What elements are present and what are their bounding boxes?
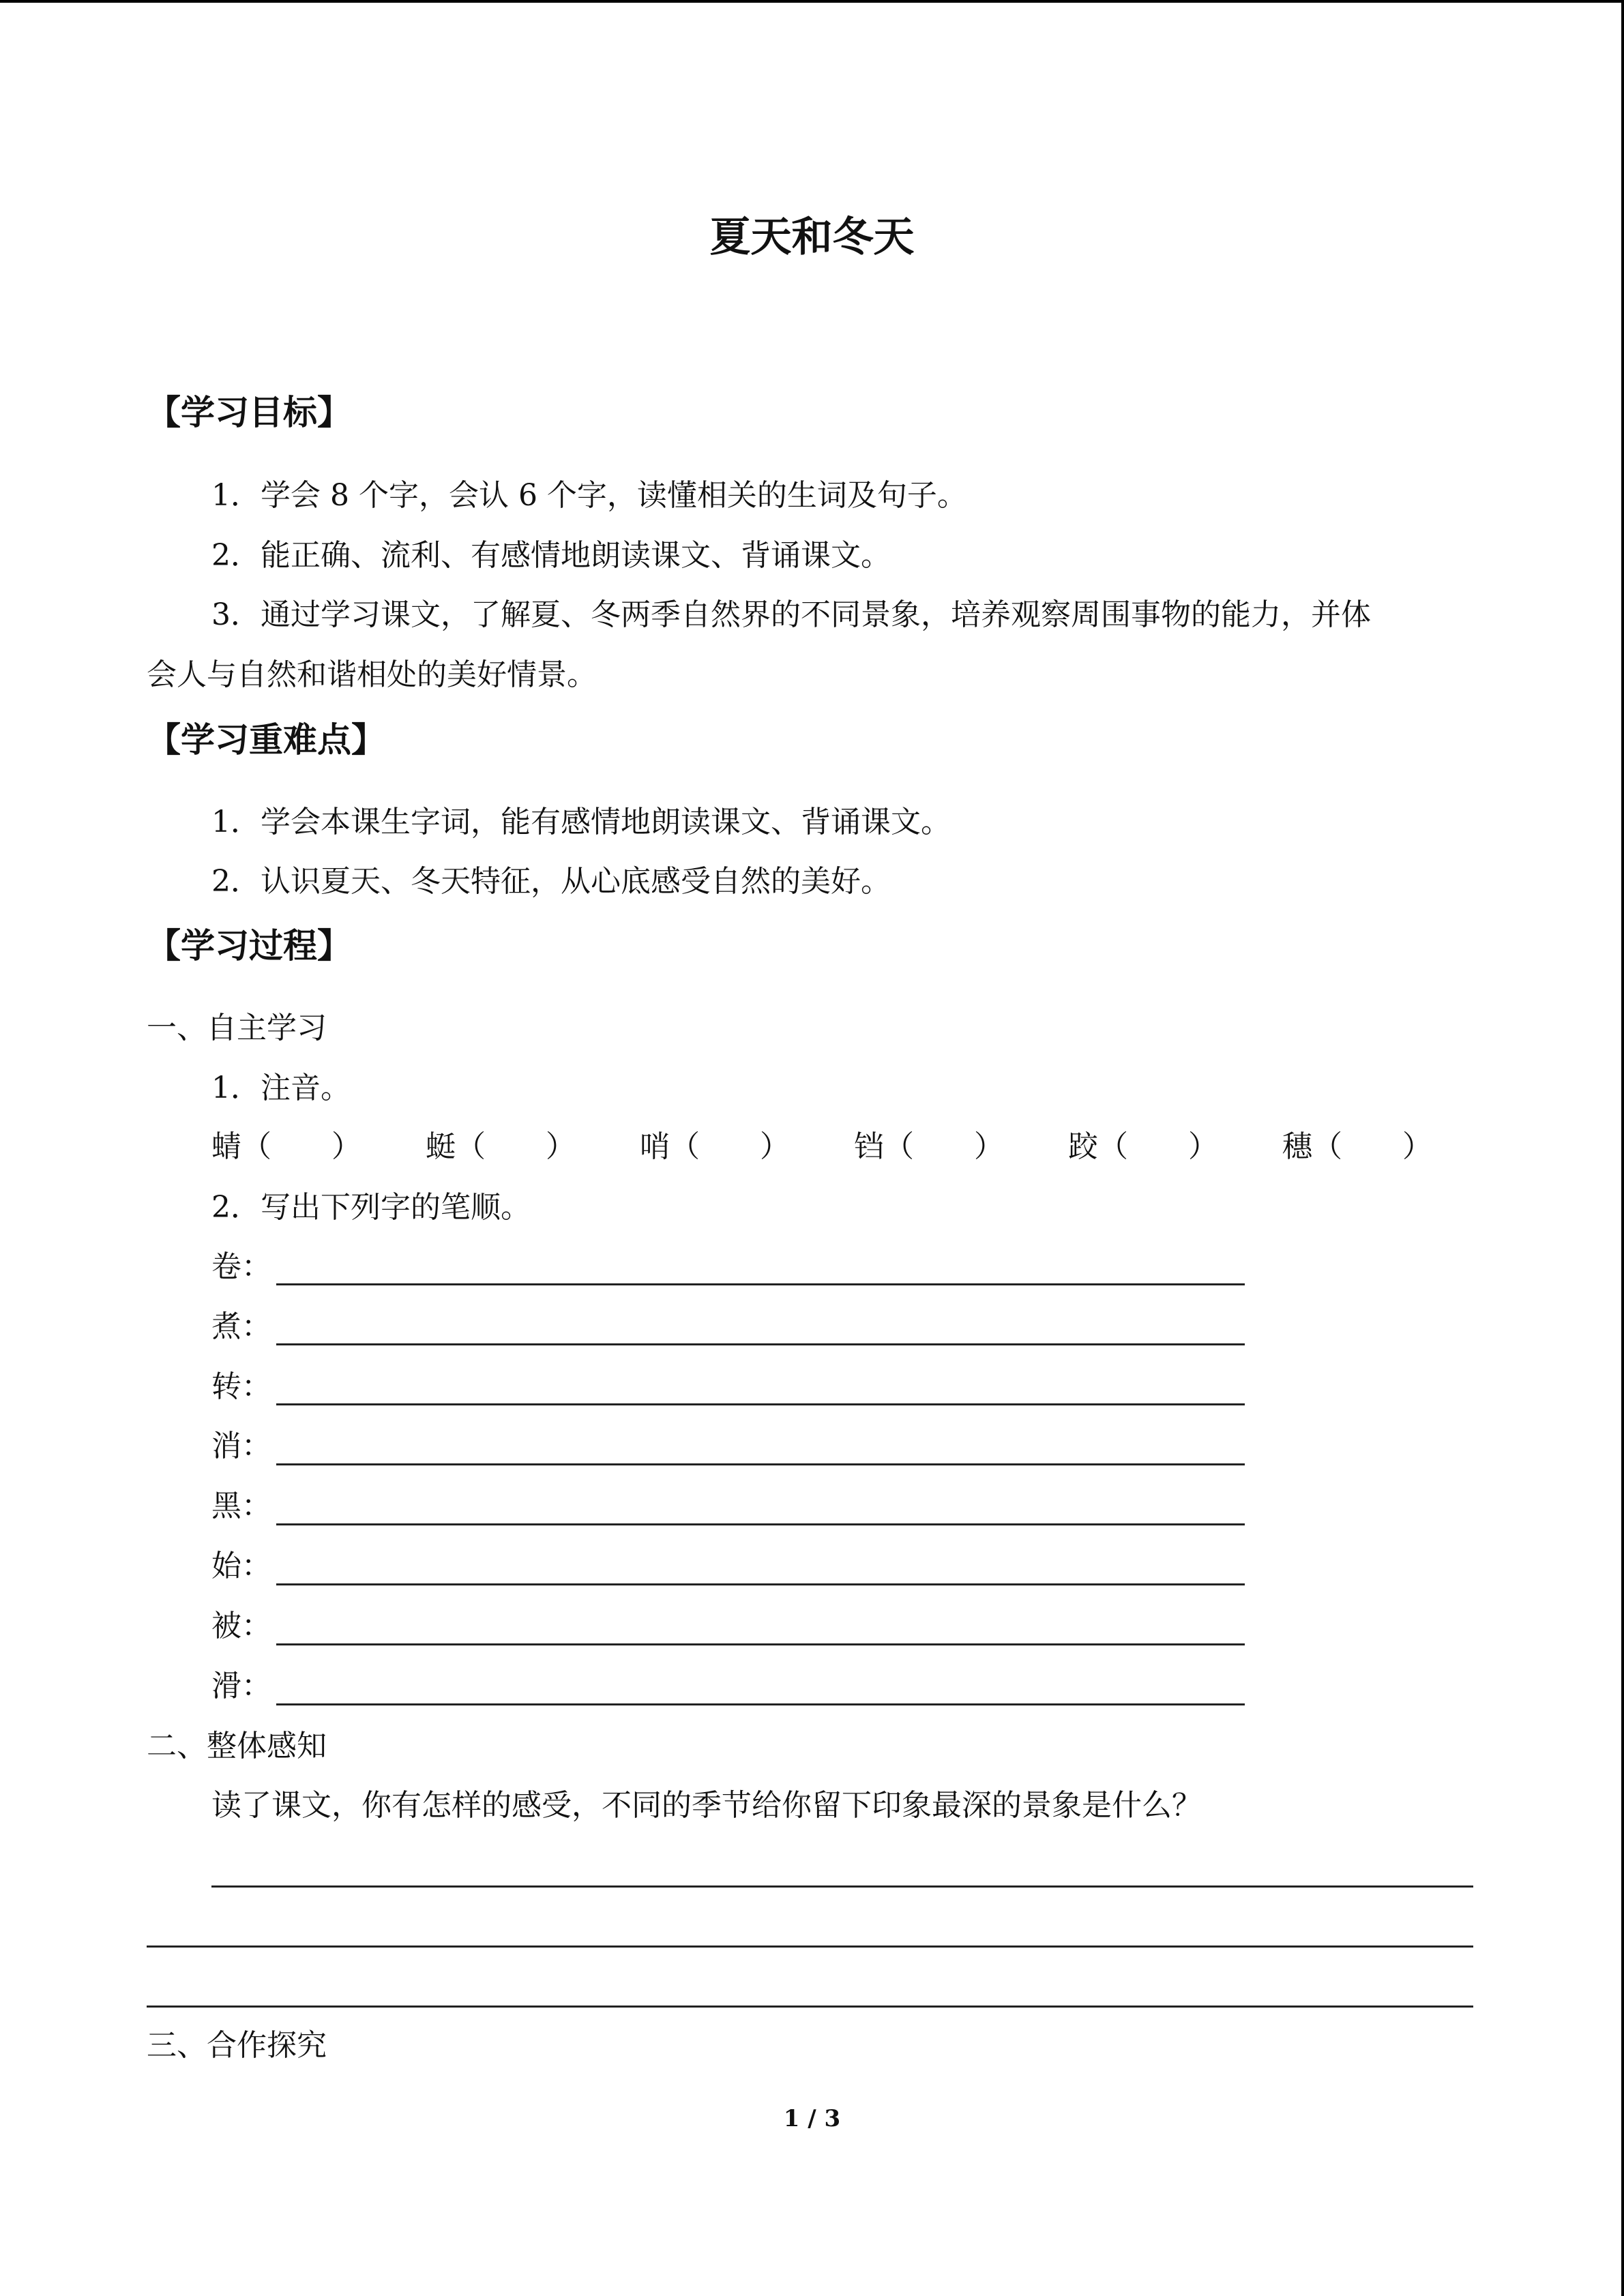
stroke-answer-line[interactable] — [276, 1463, 1245, 1465]
section-heading-goals: 【学习目标】 — [147, 392, 351, 432]
keypoint-item-1: 1．学会本课生字词，能有感情地朗读课文、背诵课文。 — [211, 805, 951, 839]
stroke-answer-line[interactable] — [276, 1643, 1245, 1645]
stroke-label: 始： — [211, 1549, 271, 1583]
stroke-label: 卷： — [211, 1249, 271, 1284]
stroke-label: 消： — [211, 1429, 271, 1463]
part1-title: 一、自主学习 — [147, 1011, 327, 1045]
stroke-label: 滑： — [211, 1669, 271, 1703]
pinyin-item: 哨（ ） — [640, 1129, 790, 1164]
pinyin-item: 蜓（ ） — [426, 1129, 576, 1164]
goal-item-2: 2．能正确、流利、有感情地朗读课文、背诵课文。 — [211, 538, 891, 573]
section-heading-process: 【学习过程】 — [147, 925, 351, 966]
part1-question-2: 2．写出下列字的笔顺。 — [211, 1190, 531, 1225]
part2-title: 二、整体感知 — [147, 1729, 327, 1763]
answer-line[interactable] — [211, 1885, 1473, 1888]
stroke-answer-line[interactable] — [276, 1343, 1245, 1345]
stroke-label: 黑： — [211, 1489, 271, 1523]
goal-item-1: 1．学会 8 个字，会认 6 个字，读懂相关的生词及句子。 — [211, 478, 967, 513]
stroke-answer-line[interactable] — [276, 1703, 1245, 1705]
pinyin-item: 穗（ ） — [1282, 1129, 1432, 1164]
section-heading-keypoints: 【学习重难点】 — [147, 719, 385, 760]
stroke-answer-line[interactable] — [276, 1583, 1245, 1585]
goal-item-3: 3．通过学习课文，了解夏、冬两季自然界的不同景象，培养观察周围事物的能力，并体 — [211, 597, 1371, 632]
stroke-label: 转： — [211, 1369, 271, 1404]
stroke-answer-line[interactable] — [276, 1403, 1245, 1405]
pinyin-item: 跤（ ） — [1068, 1129, 1218, 1164]
pinyin-item: 铛（ ） — [854, 1129, 1004, 1164]
stroke-label: 煮： — [211, 1309, 271, 1344]
stroke-answer-line[interactable] — [276, 1283, 1245, 1285]
goal-item-3-cont: 会人与自然和谐相处的美好情景。 — [147, 657, 597, 692]
part3-title: 三、合作探究 — [147, 2028, 327, 2063]
part1-question-1: 1．注音。 — [211, 1071, 351, 1105]
stroke-label: 被： — [211, 1609, 271, 1643]
page-number: 1 / 3 — [783, 2105, 841, 2132]
page-title: 夏天和冬天 — [709, 213, 915, 261]
stroke-answer-line[interactable] — [276, 1523, 1245, 1525]
answer-line[interactable] — [147, 2006, 1473, 2008]
pinyin-item: 蜻（ ） — [211, 1129, 361, 1164]
part2-question: 读了课文，你有怎样的感受，不同的季节给你留下印象最深的景象是什么？ — [211, 1788, 1202, 1823]
answer-line[interactable] — [147, 1945, 1473, 1948]
keypoint-item-2: 2．认识夏天、冬天特征，从心底感受自然的美好。 — [211, 864, 891, 899]
